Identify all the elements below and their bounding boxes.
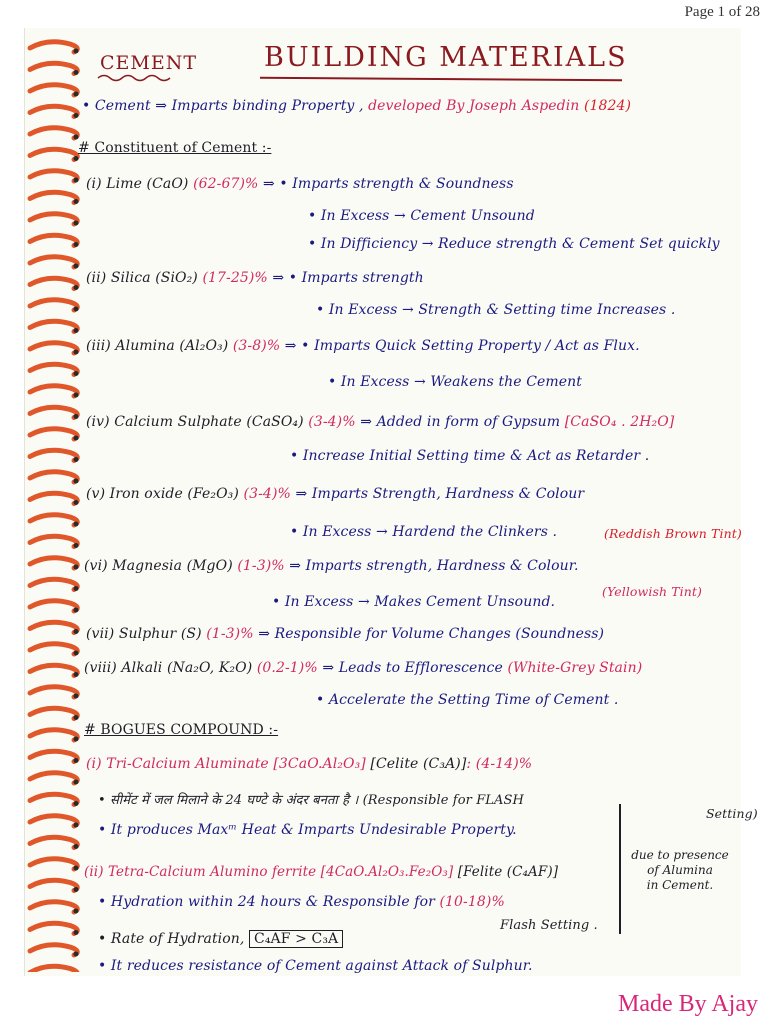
spiral-coil: [30, 902, 77, 912]
sulphur-line: (vii) Sulphur (S) (1-3)% ⇒ Responsible for Volume Changes (Soundness): [86, 626, 605, 642]
spiral-coil: [30, 407, 77, 417]
alkali-line: (viii) Alkali (Na₂O, K₂O) (0.2-1)% ⇒ Leads to Efflorescence (White-Grey Stain): [84, 660, 643, 676]
spiral-coil: [30, 214, 77, 224]
page-number: Page 1 of 28: [684, 4, 760, 20]
silica-excess: • In Excess → Strength & Setting time Increases .: [316, 302, 676, 318]
alumina-presence-note: due to presence of Alumina in Cement.: [631, 848, 729, 892]
silica-line: (ii) Silica (SiO₂) (17-25)% ⇒ • Imparts strength: [86, 270, 424, 286]
spiral-coil: [30, 622, 77, 632]
spiral-coil: [30, 128, 77, 138]
calcium-sulphate-line: (iv) Calcium Sulphate (CaSO₄) (3-4)% ⇒ Added in form of Gypsum [CaSO₄ . 2H₂O]: [86, 414, 675, 430]
alumina-line: (iii) Alumina (Al₂O₃) (3-8)% ⇒ • Imparts Quick Setting Property / Act as Flux.: [86, 338, 640, 354]
c3a-hindi-note: • सीमेंट में जल मिलाने के 24 घण्टे के अंदर बनता है । (Responsible for FLASH: [98, 793, 524, 808]
sulphur-resistance: • It reduces resistance of Cement against Attack of Sulphur.: [98, 958, 533, 974]
spiral-coil: [30, 343, 77, 353]
spiral-coil: [30, 665, 77, 675]
spiral-coil: [30, 149, 77, 159]
reddish-tint-note: (Reddish Brown Tint): [604, 526, 742, 541]
spiral-coil: [30, 579, 77, 589]
spiral-coil: [30, 837, 77, 847]
spiral-coil: [30, 192, 77, 202]
alumina-excess: • In Excess → Weakens the Cement: [328, 374, 583, 390]
notes-content: [76, 32, 758, 974]
spiral-coil: [30, 515, 77, 525]
spiral-coil: [30, 923, 77, 933]
spiral-coil: [30, 278, 77, 288]
c3a-heat: • It produces Maxᵐ Heat & Imparts Undesirable Property.: [98, 822, 517, 838]
note-divider: [619, 804, 621, 934]
spiral-coil: [30, 493, 77, 503]
author-credit: Made By Ajay: [618, 991, 758, 1017]
page-title: BUILDING MATERIALS: [264, 42, 628, 73]
spiral-coil: [30, 386, 77, 396]
spiral-coil: [30, 42, 77, 52]
spiral-coil: [30, 751, 77, 761]
spiral-coil: [30, 429, 77, 439]
spiral-coil: [30, 321, 77, 331]
spiral-coil: [30, 859, 77, 869]
spiral-coil: [30, 687, 77, 697]
alkali-effect: • Accelerate the Setting Time of Cement .: [316, 692, 619, 708]
spiral-coil: [30, 558, 77, 568]
spiral-coil: [30, 450, 77, 460]
c3a-line: (i) Tri-Calcium Aluminate [3CaO.Al₂O₃] [Celite (C₃A)]: (4-14)%: [86, 756, 533, 772]
yellowish-tint-note: (Yellowish Tint): [602, 584, 702, 599]
spiral-coil: [30, 730, 77, 740]
intro-line: • Cement ⇒ Imparts binding Property , developed By Joseph Aspedin (1824): [82, 98, 632, 114]
spiral-coil: [30, 300, 77, 310]
c4af-line: (ii) Tetra-Calcium Alumino ferrite [4CaO.Al₂O₃.Fe₂O₃] [Felite (C₄AF)]: [84, 864, 559, 880]
spiral-coil: [30, 945, 77, 955]
spiral-coil: [30, 85, 77, 95]
section-tag: CEMENT: [100, 52, 198, 74]
c4af-hydration: • Hydration within 24 hours & Responsible for (10-18)%: [98, 894, 505, 910]
c4af-flash-setting: Flash Setting .: [500, 918, 598, 933]
iron-oxide-line: (v) Iron oxide (Fe₂O₃) (3-4)% ⇒ Imparts Strength, Hardness & Colour: [86, 486, 585, 502]
bogues-heading: # BOGUES COMPOUND :-: [84, 722, 279, 738]
lime-excess: • In Excess → Cement Unsound: [308, 208, 535, 224]
spiral-coil: [30, 644, 77, 654]
magnesia-line: (vi) Magnesia (MgO) (1-3)% ⇒ Imparts strength, Hardness & Colour.: [84, 558, 579, 574]
spiral-coil: [30, 708, 77, 718]
spiral-coil: [30, 235, 77, 245]
spiral-coil: [30, 171, 77, 181]
spiral-coil: [30, 880, 77, 890]
spiral-coil: [30, 63, 77, 73]
rate-of-hydration: • Rate of Hydration, C₄AF > C₃A: [98, 930, 343, 948]
spiral-coil: [30, 472, 77, 482]
spiral-coil: [30, 106, 77, 116]
iron-oxide-excess: • In Excess → Hardend the Clinkers .: [290, 524, 558, 540]
spiral-coil: [30, 966, 77, 972]
spiral-coil: [30, 536, 77, 546]
magnesia-excess: • In Excess → Makes Cement Unsound.: [272, 594, 556, 610]
spiral-coil: [30, 364, 77, 374]
title-underline: [260, 77, 622, 82]
spiral-coil: [30, 794, 77, 804]
calcium-sulphate-effect: • Increase Initial Setting time & Act as Retarder .: [290, 448, 650, 464]
lime-line: (i) Lime (CaO) (62-67)% ⇒ • Imparts strength & Soundness: [86, 176, 514, 192]
lime-deficiency: • In Difficiency → Reduce strength & Cement Set quickly: [308, 236, 720, 252]
squiggle-underline-icon: [96, 72, 176, 82]
spiral-coil: [30, 601, 77, 611]
spiral-coil: [30, 816, 77, 826]
constituents-heading: # Constituent of Cement :-: [78, 140, 272, 156]
flash-setting-note: Setting): [706, 806, 758, 821]
spiral-coil: [30, 257, 77, 267]
spiral-coil: [30, 773, 77, 783]
